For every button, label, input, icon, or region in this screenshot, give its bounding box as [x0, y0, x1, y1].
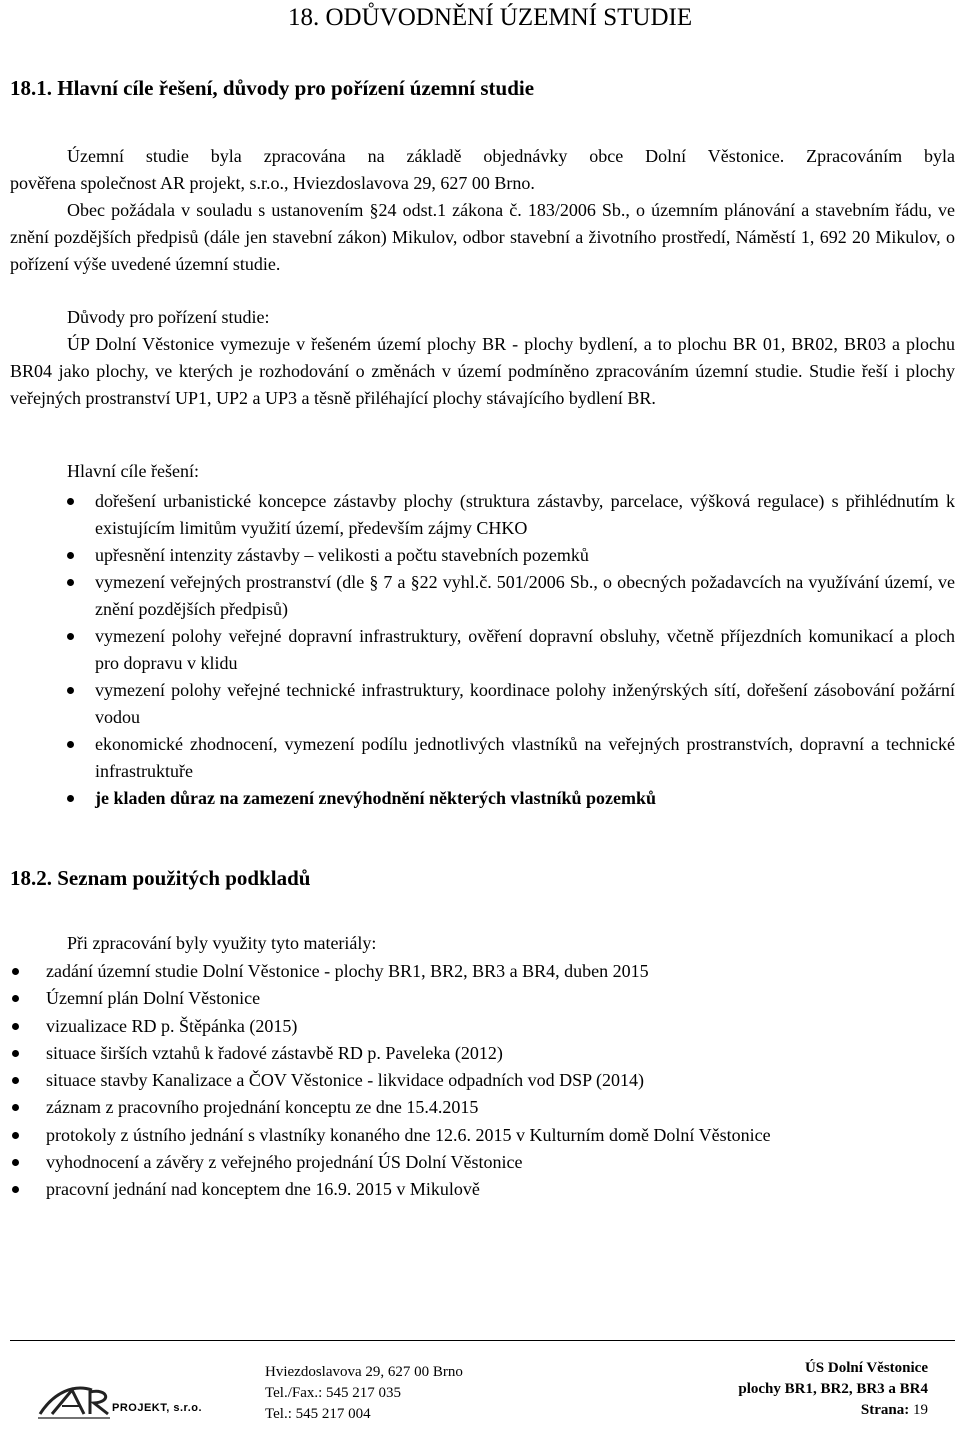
- page-title: 18. ODŮVODNĚNÍ ÚZEMNÍ STUDIE: [288, 4, 693, 31]
- section-heading-18-2: 18.2. Seznam použitých podkladů: [10, 866, 311, 890]
- material-item: zadání územní studie Dolní Věstonice - plochy BR1, BR2, BR3 a BR4, duben 2015: [12, 958, 942, 985]
- goals-label: Hlavní cíle řešení:: [67, 461, 199, 481]
- section-heading-18-1: 18.1. Hlavní cíle řešení, důvody pro pořízení územní studie: [10, 76, 535, 100]
- page-label: Strana:: [860, 1402, 910, 1418]
- footer-divider: [10, 1340, 955, 1341]
- goal-item: dořešení urbanistické koncepce zástavby plochy (struktura zástavby, parcelace, výšková regulace) s přihlédnutím k existujícím limitům využití území, především zájmy CHKO: [67, 488, 955, 542]
- materials-label: Při zpracování byly využity tyto materiály:: [67, 933, 377, 953]
- material-item: záznam z pracovního projednání konceptu ze dne 15.4.2015: [12, 1094, 942, 1121]
- footer-doc-subtitle: plochy BR1, BR2, BR3 a BR4: [738, 1381, 928, 1397]
- material-item: situace širších vztahů k řadové zástavbě RD p. Paveleka (2012): [12, 1040, 942, 1067]
- goal-item: vymezení veřejných prostranství (dle § 7 a §22 vyhl.č. 501/2006 Sb., o obecných požadavcích na využívání území, ve znění pozdějších předpisů): [67, 569, 955, 623]
- page-number: 19: [913, 1402, 928, 1418]
- intro-line-3: Obec požádala v souladu s ustanovením §24 odst.1 zákona č. 183/2006 Sb., o územním plánování a stavebním řádu, ve znění pozdějších předpisů (dále jen stavební zákon) Mikulov, odbor stavební a životního prostředí, Náměstí 1, 692 20 Mikulov, o pořízení výše uvedené územní studie.: [10, 200, 955, 274]
- footer-doc-title: ÚS Dolní Věstonice: [804, 1360, 928, 1376]
- reasons-paragraph: [10, 331, 955, 412]
- footer-document-info: [690, 1358, 928, 1421]
- goal-item: ekonomické zhodnocení, vymezení podílu jednotlivých vlastníků na veřejných prostranstvích, dopravní a technické infrastruktuře: [67, 731, 955, 785]
- intro-paragraph: [10, 143, 955, 278]
- material-item: protokoly z ústního jednání s vlastníky konaného dne 12.6. 2015 v Kulturním domě Dolní Věstonice: [12, 1122, 942, 1149]
- footer-page-row: [690, 1400, 928, 1421]
- footer-tel: Tel.: 545 217 004: [265, 1406, 371, 1422]
- footer-telfax: Tel./Fax.: 545 217 035: [265, 1385, 402, 1401]
- intro-line-2: pověřena společnost AR projekt, s.r.o., Hviezdoslavova 29, 627 00 Brno.: [10, 173, 535, 193]
- footer-contact: [265, 1362, 463, 1425]
- goal-item: upřesnění intenzity zástavby – velikosti a počtu stavebních pozemků: [67, 542, 955, 569]
- logo-company-text: PROJEKT, s.r.o.: [112, 1402, 203, 1414]
- ar-projekt-logo: [34, 1376, 214, 1422]
- intro-line-1: Územní studie byla zpracována na základě objednávky obce Dolní Věstonice. Zpracováním byla: [67, 146, 955, 166]
- goal-item: je kladen důraz na zamezení znevýhodnění některých vlastníků pozemků: [67, 785, 955, 812]
- material-item: Územní plán Dolní Věstonice: [12, 985, 942, 1012]
- material-item: vyhodnocení a závěry z veřejného projednání ÚS Dolní Věstonice: [12, 1149, 942, 1176]
- reasons-text: ÚP Dolní Věstonice vymezuje v řešeném území plochy BR - plochy bydlení, a to plochu BR 01, BR02, BR03 a plochu BR04 jako plochy, ve kterých je rozhodování o změnách v území podmíněno zpracováním územní studie. Studie řeší i plochy veřejných prostranství UP1, UP2 a UP3 a těsně přiléhající plochy stávajícího bydlení BR.: [10, 334, 955, 408]
- material-item: pracovní jednání nad konceptem dne 16.9. 2015 v Mikulově: [12, 1176, 942, 1203]
- material-item: situace stavby Kanalizace a ČOV Věstonice - likvidace odpadních vod DSP (2014): [12, 1067, 942, 1094]
- material-item: vizualizace RD p. Štěpánka (2015): [12, 1013, 942, 1040]
- goals-list: [67, 488, 955, 812]
- reasons-label: Důvody pro pořízení studie:: [67, 307, 270, 327]
- goal-item: vymezení polohy veřejné technické infrastruktury, koordinace polohy inženýrských sítí, dořešení zásobování požární vodou: [67, 677, 955, 731]
- footer-address: Hviezdoslavova 29, 627 00 Brno: [265, 1364, 463, 1380]
- goal-item: vymezení polohy veřejné dopravní infrastruktury, ověření dopravní obsluhy, včetně příjezdních komunikací a ploch pro dopravu v klidu: [67, 623, 955, 677]
- materials-list: [12, 958, 942, 1204]
